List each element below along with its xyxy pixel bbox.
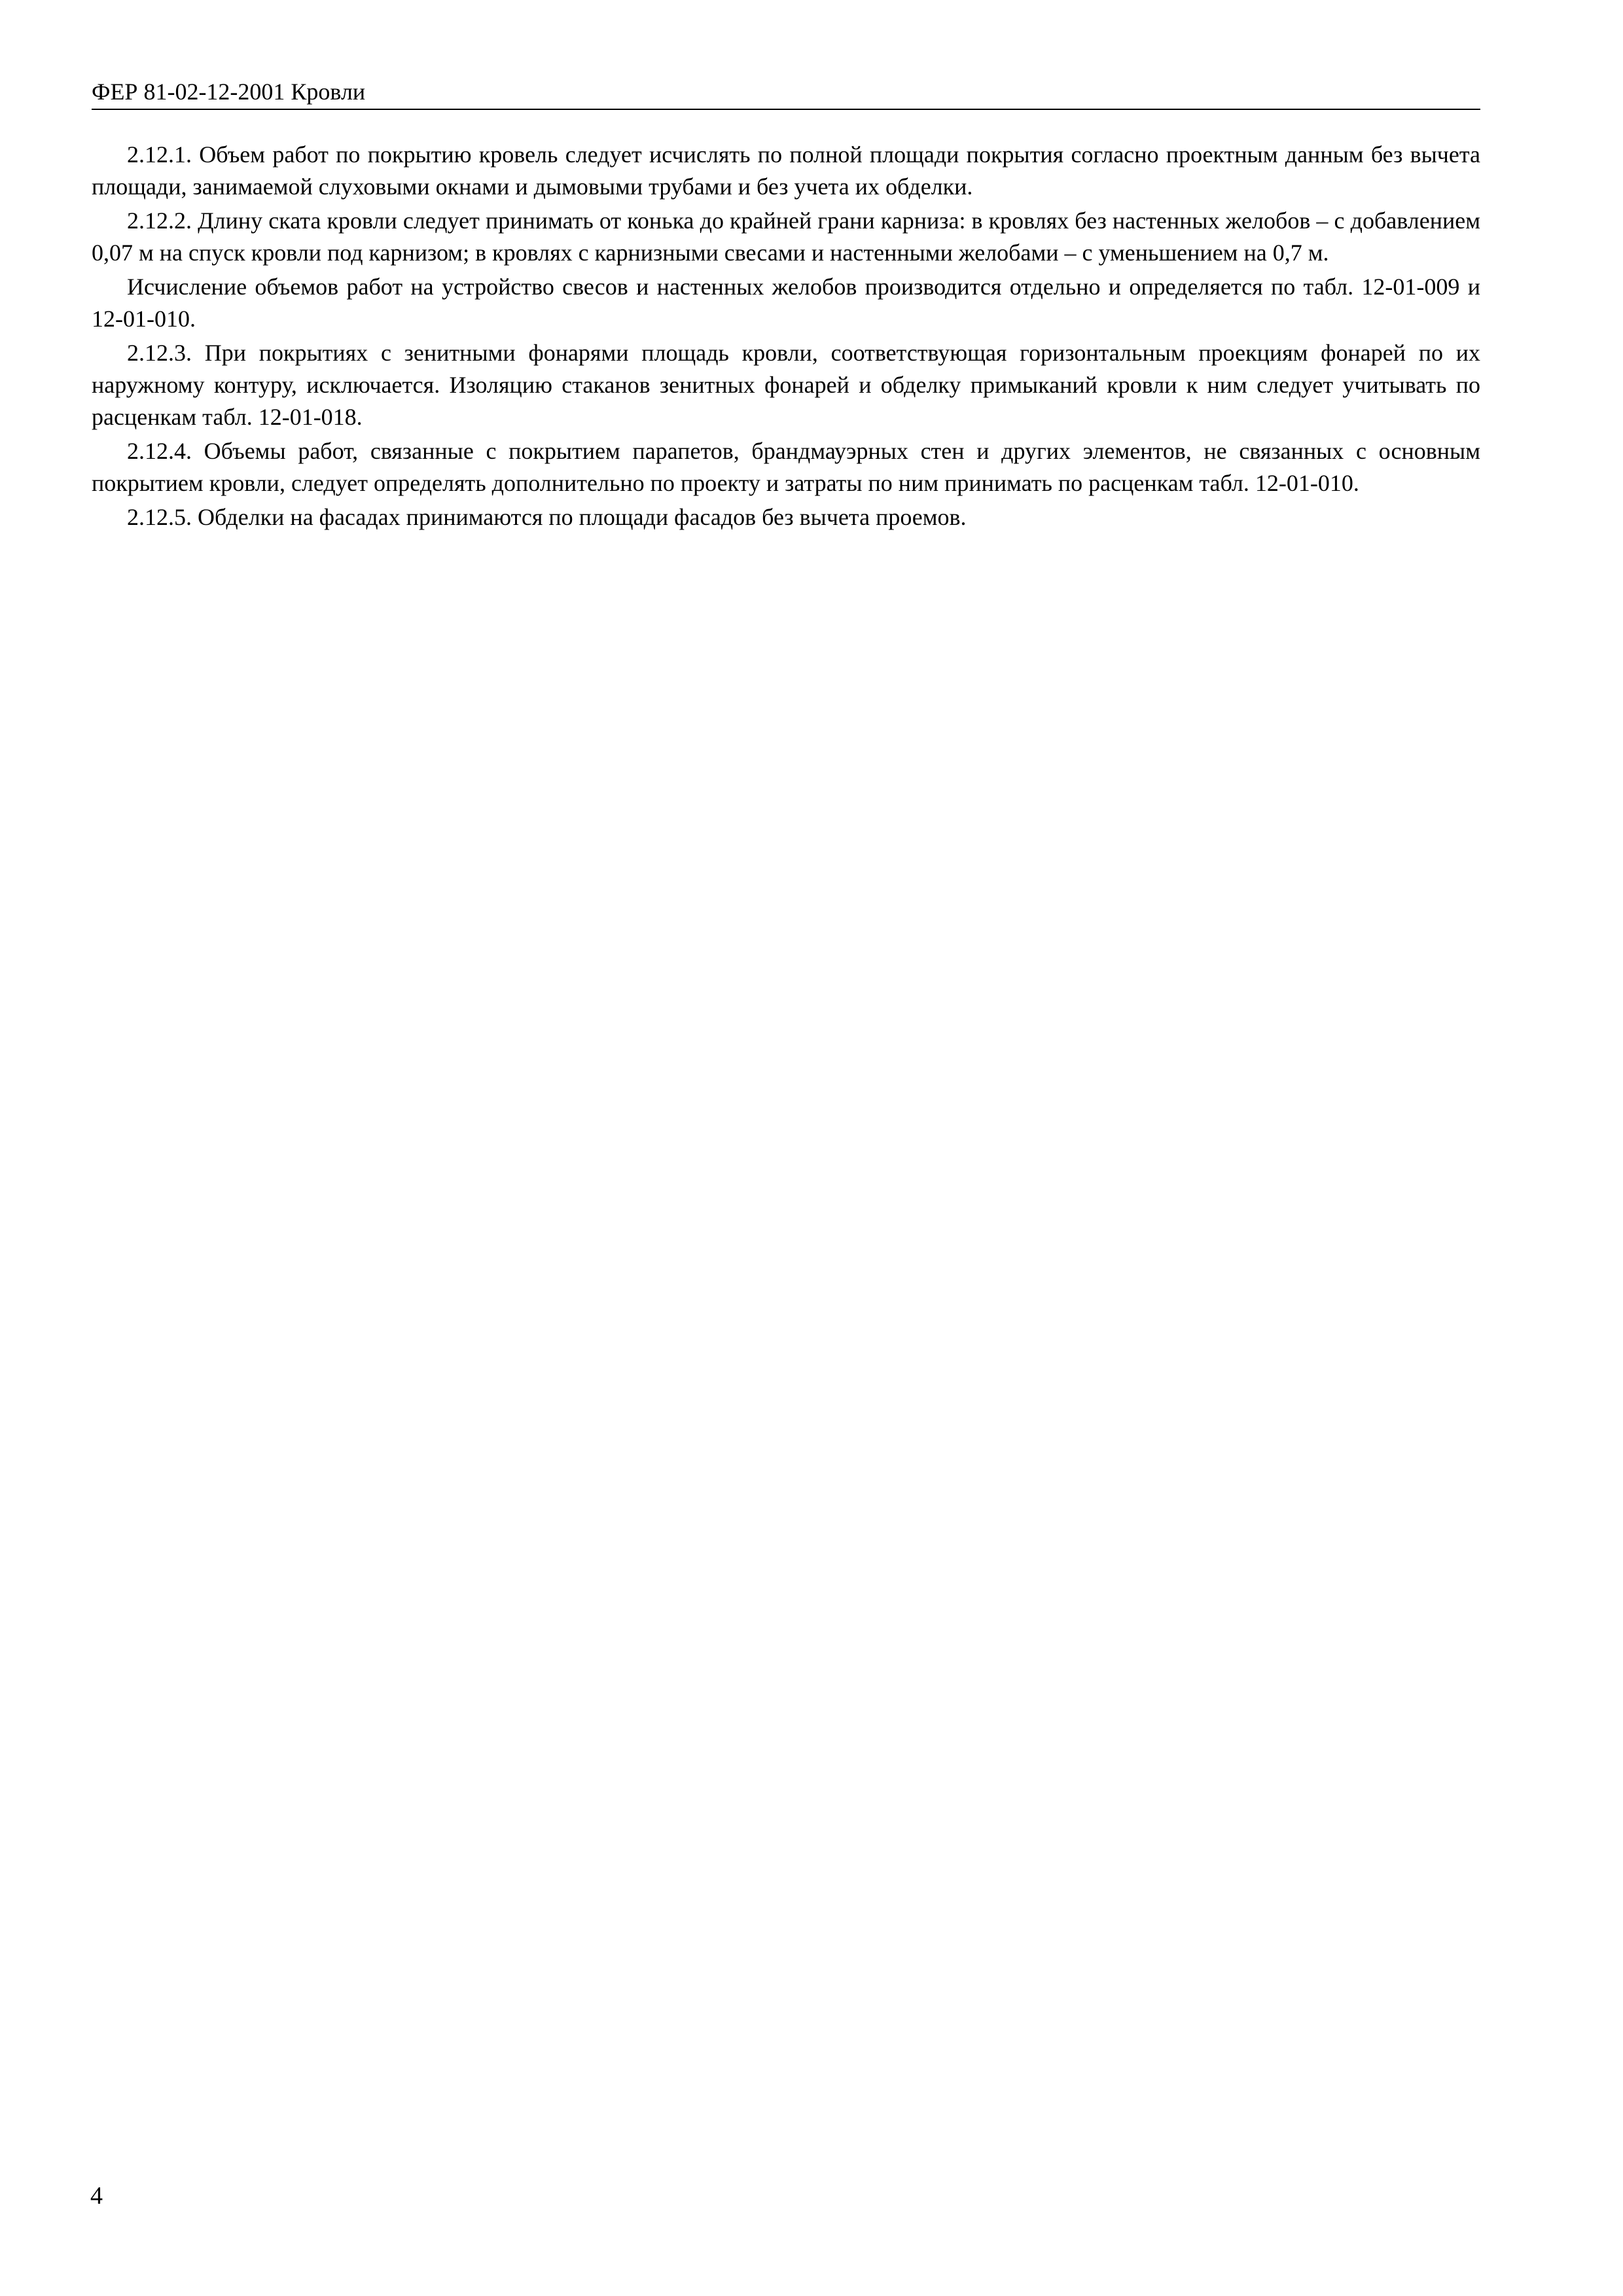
paragraph-2-12-5: 2.12.5. Обделки на фасадах принимаются по площади фасадов без вычета проемов.	[127, 504, 967, 530]
paragraph-2-12-1: 2.12.1. Объем работ по покрытию кровель следует исчислять по полной площади покрытия согласно проектным данным без вычета площади, занимаемой слуховыми окнами и дымовыми трубами и без учета их обделки.	[92, 141, 1480, 200]
running-header: ФЕР 81-02-12-2001 Кровли	[92, 77, 1480, 110]
document-body	[92, 139, 1480, 535]
paragraph-2-12-4: 2.12.4. Объемы работ, связанные с покрытием парапетов, брандмауэрных стен и других элементов, не связанных с основным покрытием кровли, следует определять дополнительно по проекту и затраты по ним принимать по расценкам табл. 12-01-010.	[92, 438, 1480, 496]
paragraph-2-12-2: 2.12.2. Длину ската кровли следует принимать от конька до крайней грани карниза: в кровлях без настенных желобов – с добавлением 0,07 м на спуск кровли под карнизом; в кровлях с карнизными свесами и настенными желобами – с уменьшением на 0,7 м.	[92, 207, 1480, 266]
paragraph-2-12-3: 2.12.3. При покрытиях с зенитными фонарями площадь кровли, соответствующая горизонтальным проекциям фонарей по их наружному контуру, исключается. Изоляцию стаканов зенитных фонарей и обделку примыканий кровли к ним следует учитывать по расценкам табл. 12-01-018.	[92, 340, 1480, 430]
page-number: 4	[90, 2182, 103, 2210]
paragraph-overhangs: Исчисление объемов работ на устройство свесов и настенных желобов производится отдельно и определяется по табл. 12-01-009 и 12-01-010.	[92, 274, 1480, 332]
